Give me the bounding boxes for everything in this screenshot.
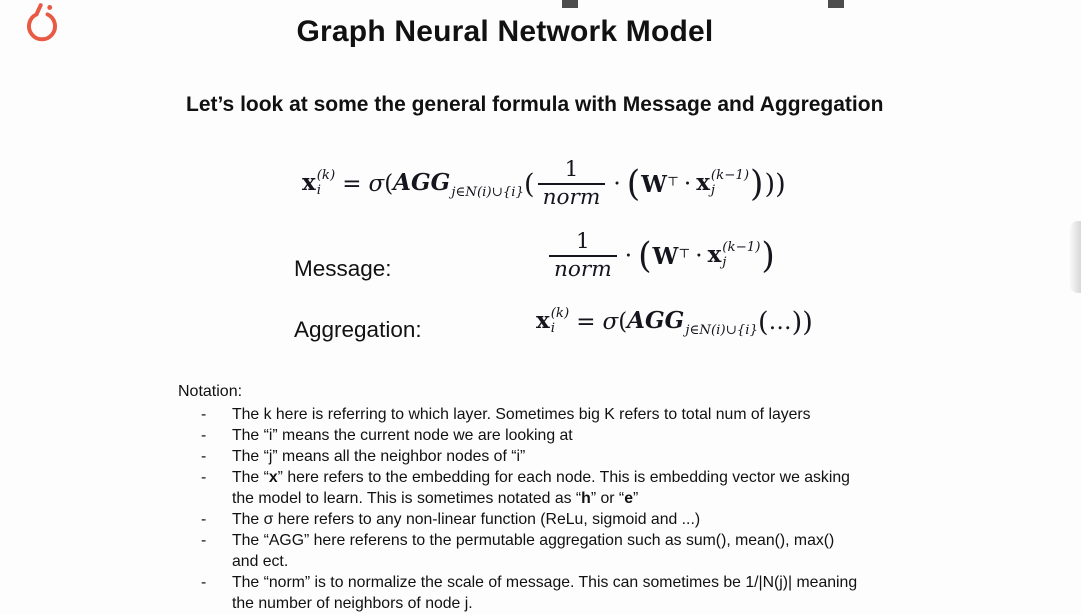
- list-item: - The “AGG” here referens to the permutable aggregation such as sum(), mean(), max() and ect.: [201, 532, 835, 570]
- bullet-dash: -: [201, 448, 207, 465]
- fraction: $\frac{1}{\text{norm}}$: [549, 229, 617, 283]
- bullet-dash: -: [201, 532, 207, 549]
- bullet-dash: -: [201, 574, 207, 591]
- notation-heading: Notation:: [178, 383, 243, 400]
- top-edge-mark-right: [828, 0, 844, 8]
- message-label: Message:: [294, 256, 392, 281]
- top-edge-mark-left: [562, 0, 578, 8]
- slide-title: Graph Neural Network Model: [296, 15, 714, 48]
- bullet-dash: -: [201, 406, 207, 423]
- bullet-dash: -: [201, 469, 207, 486]
- notation-list: [201, 404, 857, 614]
- aggregation-formula: x (k) i = σ ( $AGG_{j\in N(i)\cup\{i\}}$ ( … )): [536, 306, 813, 338]
- list-item: - The “x” here refers to the embedding for each node. This is embedding vector we asking the model to learn. This is sometimes notated as “h” or “e”: [201, 469, 850, 507]
- bullet-dash: -: [201, 511, 207, 528]
- list-item: - The k here is referring to which layer. Sometimes big K refers to total num of layers: [201, 406, 811, 423]
- message-formula: $\frac{1}{\text{norm}}$ · ( W⊤ · x (k−1) j ): [546, 227, 776, 285]
- list-item: - The σ here refers to any non-linear function (ReLu, sigmoid and ...): [201, 511, 701, 528]
- fraction: $\frac{1}{\text{norm}}$: [538, 157, 606, 211]
- aggregation-label: Aggregation:: [294, 317, 422, 342]
- list-item: - The “i” means the current node we are looking at: [201, 427, 573, 444]
- list-item: - The “j” means all the neighbor nodes of “i”: [201, 448, 526, 465]
- right-edge-handle[interactable]: [1070, 221, 1081, 293]
- bullet-dash: -: [201, 427, 207, 444]
- list-item: - The “norm” is to normalize the scale of message. This can sometimes be 1/|N(j)| meaning the number of neighbors of node j.: [201, 574, 858, 612]
- main-formula: x (k) i = σ ( $AGG_{j\in N(i)\cup\{i\}}$ ( $\frac{1}{\text{norm}}$ · ( W⊤ · x (k−1) j ) )): [302, 157, 786, 210]
- slide-subtitle: Let’s look at some the general formula with Message and Aggregation: [186, 93, 884, 116]
